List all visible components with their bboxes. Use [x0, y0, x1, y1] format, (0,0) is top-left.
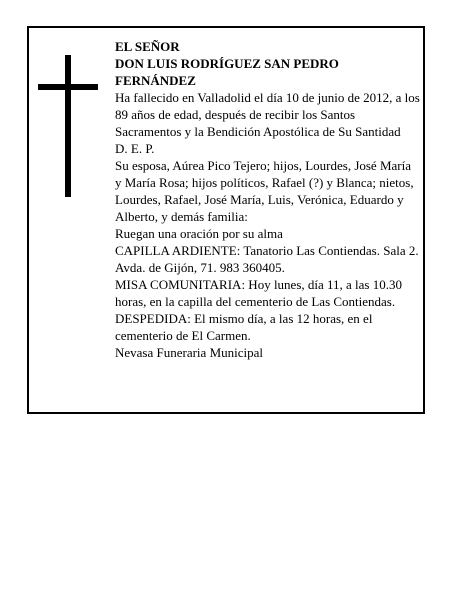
cross-horizontal-bar	[38, 84, 98, 90]
farewell-info: DESPEDIDA: El mismo día, a las 12 horas, en el cementerio de El Carmen.	[115, 311, 373, 343]
passing-statement: Ha fallecido en Valladolid el día 10 de junio de 2012, a los 89 años de edad, después de recibir los Santos Sacramentos y la Bendición Apostólica de Su Santidad	[115, 90, 420, 139]
title-line1: EL SEÑOR	[115, 39, 180, 54]
prayer-request: Ruegan una oración por su alma	[115, 226, 283, 241]
rip: D. E. P.	[115, 141, 155, 156]
cross-vertical-bar	[65, 55, 71, 197]
obituary-text	[115, 38, 420, 361]
deceased-name: DON LUIS RODRÍGUEZ SAN PEDRO FERNÁNDEZ	[115, 56, 339, 88]
family-list: Su esposa, Aúrea Pico Tejero; hijos, Lourdes, José María y María Rosa; hijos políticos, Rafael (?) y Blanca; nietos, Lourdes, Rafael, José María, Luis, Verónica, Eduardo y Alberto, y demás familia:	[115, 158, 414, 224]
chapel-info: CAPILLA ARDIENTE: Tanatorio Las Contiendas. Sala 2. Avda. de Gijón, 71. 983 360405.	[115, 243, 419, 275]
mass-info: MISA COMUNITARIA: Hoy lunes, día 11, a las 10.30 horas, en la capilla del cementerio de Las Contiendas.	[115, 277, 402, 309]
funeral-home: Nevasa Funeraria Municipal	[115, 345, 264, 360]
